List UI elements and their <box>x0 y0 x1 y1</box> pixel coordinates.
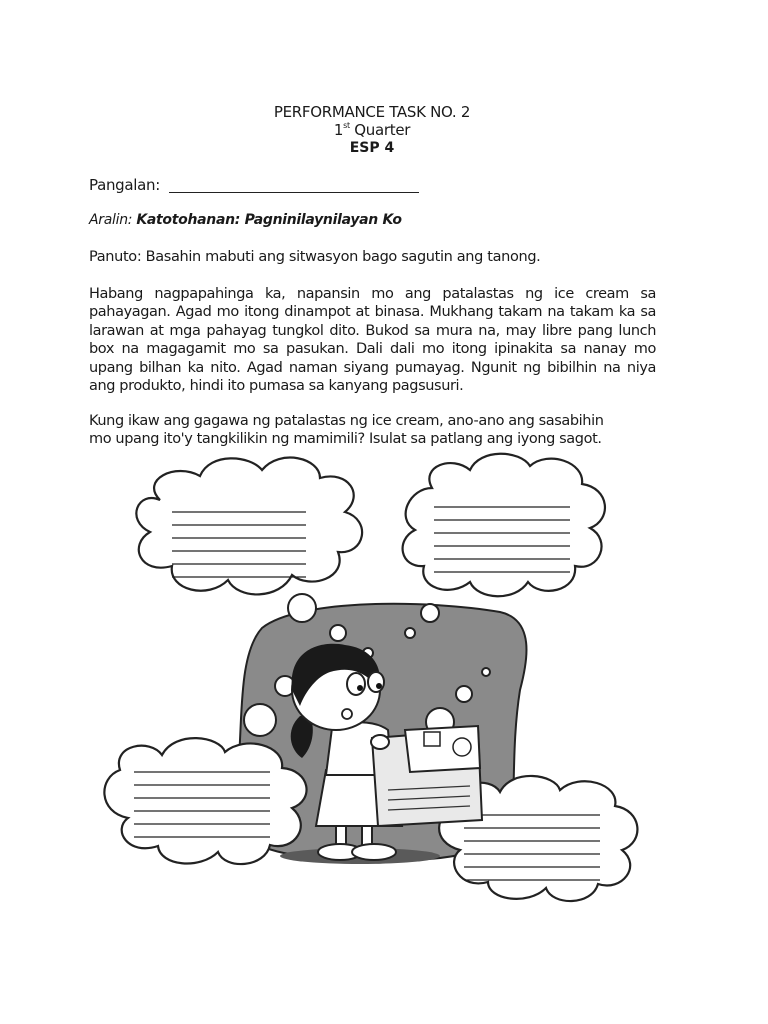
thought-dot-2 <box>330 625 346 641</box>
thought-cloud-top-left[interactable] <box>136 458 362 595</box>
situation-paragraph: Habang nagpapahinga ka, napansin mo ang patalastas ng ice cream sa pahayagan. Agad mo itong dinampot at binasa. Mukhang takam na takam ka sa larawan at mga pahayag tungkol dito. Bukod sa mura na, may libre pang lunch box na magagamit mo sa pasukan. Dali dali mo itong ipinakita sa nanay mo upang bilhan ka nito. Agad naman siyang pumayag. Ngunit ng bibilhin na niya ang produkto, hindi ito pumasa sa kanyang pagsusuri. <box>89 286 657 395</box>
name-label: Pangalan: <box>89 176 161 194</box>
question-paragraph: Kung ikaw ang gagawa ng patalastas ng ice cream, ano-ano ang sasabihin mo upang ito'y tangkilikin ng mamimili? Isulat sa patlang ang iyong sagot. <box>89 413 604 448</box>
task-title: PERFORMANCE TASK NO. 2 <box>273 103 471 121</box>
thought-dot-9 <box>456 686 472 702</box>
thought-dot-10 <box>482 668 490 676</box>
thought-dot-1 <box>288 594 316 622</box>
instructions: Panuto: Basahin mabuti ang sitwasyon bago sagutin ang tanong. <box>89 249 541 265</box>
thought-cloud-bottom-left[interactable] <box>104 738 306 864</box>
quarter-label: 1st Quarter <box>333 121 411 139</box>
subject-label: ESP 4 <box>349 140 395 156</box>
thought-dot-4 <box>421 604 439 622</box>
lesson-line: Aralin: Katotohanan: Pagninilaynilayan Ko <box>89 212 402 228</box>
thought-dot-6 <box>244 704 276 736</box>
thought-dot-5 <box>405 628 415 638</box>
thought-cloud-top-right[interactable] <box>403 454 605 597</box>
